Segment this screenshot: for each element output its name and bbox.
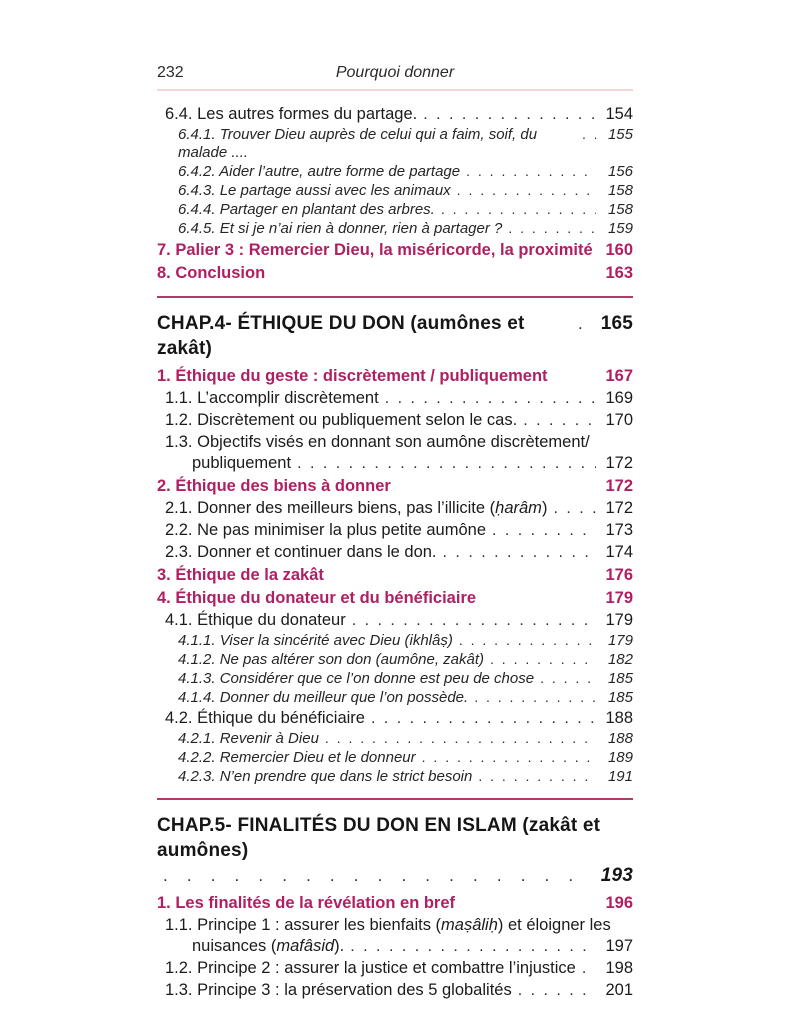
toc-entry-page: 198 xyxy=(605,959,633,977)
toc-entry-page: 158 xyxy=(607,182,633,199)
toc-entry xyxy=(157,669,633,688)
toc-entry-label: 2. Éthique des biens à donner xyxy=(157,477,391,495)
section-divider xyxy=(157,296,633,298)
toc-entry-line xyxy=(178,181,633,200)
toc-entry-line xyxy=(165,915,633,936)
dot-leader xyxy=(478,767,596,785)
toc-label-text: ). xyxy=(334,937,345,955)
toc-entry-line xyxy=(157,588,633,609)
section-divider xyxy=(157,798,633,800)
toc-label-italic-term: ḥarâm xyxy=(495,499,542,517)
toc-entry-label: 2.2. Ne pas minimiser la plus petite aumône xyxy=(165,521,486,539)
toc-entry-label: 6.4.5. Et si je n’ai rien à donner, rien à partager ? xyxy=(178,220,503,237)
toc-entry-line xyxy=(178,219,633,238)
toc-entry-label: 6.4.1. Trouver Dieu auprès de celui qui a faim, soif, du malade .... xyxy=(178,126,542,161)
toc-entry-label: 2.3. Donner et continuer dans le don. xyxy=(165,543,437,561)
toc-entry-page: 188 xyxy=(607,730,633,747)
toc-entry xyxy=(157,980,633,1001)
toc-entry-page: 170 xyxy=(605,411,633,429)
folio-page-number: 232 xyxy=(157,64,184,81)
toc-entry-label: 4.1. Éthique du donateur xyxy=(165,611,346,629)
dot-leader xyxy=(423,104,596,125)
toc-entry xyxy=(157,240,633,261)
toc-entry-page: 174 xyxy=(605,543,633,561)
toc-entry-label: 4.1.4. Donner du meilleur que l’on possède. xyxy=(178,689,469,706)
toc-label-italic-term: maṣâliḥ xyxy=(441,916,498,934)
toc-entry-line xyxy=(165,958,633,979)
toc-entry xyxy=(157,748,633,767)
toc-entry-page: 176 xyxy=(605,566,633,584)
toc-entry xyxy=(157,767,633,786)
toc-entry-line xyxy=(157,366,633,387)
toc-entry xyxy=(157,893,633,914)
toc-entry-label: 6.4.4. Partager en plantant des arbres. xyxy=(178,201,435,218)
dot-leader xyxy=(325,729,596,747)
toc-entry-label: 1.2. Principe 2 : assurer la justice et combattre l’injustice xyxy=(165,959,576,977)
toc-entry xyxy=(157,104,633,125)
toc-entry xyxy=(157,708,633,729)
toc-entry xyxy=(157,565,633,586)
toc-entry-label: 3. Éthique de la zakât xyxy=(157,566,324,584)
toc-entry-label: 4.1.3. Considérer que ce l’on donne est peu de chose xyxy=(178,670,535,687)
toc-entry-label: 8. Conclusion xyxy=(157,264,266,282)
toc-entry-label: 6.4.2. Aider l’autre, autre forme de partage xyxy=(178,163,461,180)
toc-entry-line xyxy=(178,748,633,767)
toc-entry-page: 155 xyxy=(607,126,633,143)
toc-entry-label: 4.2. Éthique du bénéficiaire xyxy=(165,709,365,727)
toc-entry-line xyxy=(165,104,633,125)
dot-leader xyxy=(582,125,596,143)
dot-leader xyxy=(350,936,596,957)
toc-entry xyxy=(157,650,633,669)
toc-entry-line xyxy=(165,610,633,631)
toc-entry-page: 197 xyxy=(605,937,633,955)
toc-entry-page: 196 xyxy=(605,894,633,912)
toc-entry-page: 163 xyxy=(605,264,633,282)
toc-entry-line xyxy=(178,200,633,219)
toc-entry-page: 159 xyxy=(607,220,633,237)
toc-entry-line-wrap xyxy=(165,936,633,957)
dot-leader xyxy=(582,958,596,979)
toc-entry-page: 185 xyxy=(607,689,633,706)
toc-entry-line xyxy=(157,240,633,261)
toc-entry xyxy=(157,181,633,200)
dot-leader xyxy=(540,669,596,687)
toc-entry-label xyxy=(165,915,611,936)
toc-entry-label: 1. Les finalités de la révélation en bref xyxy=(157,894,456,912)
page-header xyxy=(157,64,633,91)
toc-entry-line xyxy=(157,893,633,914)
toc-entry xyxy=(157,631,633,650)
toc-entry-page: 154 xyxy=(605,105,633,123)
toc-entry-label: 1.1. L’accomplir discrètement xyxy=(165,389,379,407)
dot-leader xyxy=(474,688,596,706)
dot-leader xyxy=(385,388,596,409)
toc-entry xyxy=(157,688,633,707)
toc-entry-line-wrap xyxy=(165,453,633,474)
toc-entry-page: 158 xyxy=(607,201,633,218)
toc-entry-label: 4.1.1. Viser la sincérité avec Dieu (ikhlâṣ) xyxy=(178,632,453,649)
toc-entry-label: CHAP.4- ÉTHIQUE DU DON (aumônes et zakât) xyxy=(157,313,530,359)
toc-entry xyxy=(157,520,633,541)
toc-entry-label: 1.3. Objectifs visés en donnant son aumône discrètement/ xyxy=(165,433,590,451)
dot-leader xyxy=(443,542,596,563)
toc-label-text: 2.1. Donner des meilleurs biens, pas l’illicite ( xyxy=(165,499,496,517)
toc-entry xyxy=(157,610,633,631)
dot-leader xyxy=(352,610,596,631)
toc-entry-label xyxy=(165,498,547,519)
toc-entry-label: 1.3. Principe 3 : la préservation des 5 globalités xyxy=(165,981,512,999)
toc-entry-line xyxy=(165,980,633,1001)
dot-leader xyxy=(371,708,596,729)
toc-entry xyxy=(157,729,633,748)
toc-entry-line xyxy=(157,476,633,497)
toc-entry xyxy=(157,311,633,361)
toc-entry-page: 179 xyxy=(607,632,633,649)
dot-leader xyxy=(466,162,596,180)
toc-entry-page: 173 xyxy=(605,521,633,539)
toc-entry-line-wrap xyxy=(157,863,633,888)
toc-entry xyxy=(157,813,633,888)
toc-entry xyxy=(157,915,633,957)
toc-entry-page: 169 xyxy=(605,389,633,407)
toc-entry-page: 185 xyxy=(607,670,633,687)
toc-entry xyxy=(157,162,633,181)
toc-label-text: 1.1. Principe 1 : assurer les bienfaits ( xyxy=(165,916,442,934)
toc-entry-page: 182 xyxy=(607,651,633,668)
toc-entry-label: CHAP.5- FINALITÉS DU DON EN ISLAM (zakât et aumônes) xyxy=(157,815,606,861)
toc-entry-page: 172 xyxy=(605,454,633,472)
dot-leader xyxy=(490,650,596,668)
toc-entry-line xyxy=(178,669,633,688)
toc-entry-line xyxy=(178,631,633,650)
toc-entry-label: 4.2.3. N’en prendre que dans le strict besoin xyxy=(178,768,473,785)
toc-entry xyxy=(157,410,633,431)
toc-entry-line xyxy=(165,708,633,729)
toc-entry-label: 4.2.1. Revenir à Dieu xyxy=(178,730,319,747)
toc-entry-line xyxy=(178,650,633,669)
toc-entry-label: 4. Éthique du donateur et du bénéficiaire xyxy=(157,589,477,607)
toc-entry-page: 179 xyxy=(605,611,633,629)
toc-entry-line xyxy=(165,388,633,409)
toc-entry-page: 167 xyxy=(605,367,633,385)
toc-entry-page: 156 xyxy=(607,163,633,180)
toc-entry xyxy=(157,388,633,409)
toc-entry-page: 193 xyxy=(600,865,633,886)
toc-entry-line xyxy=(178,729,633,748)
toc-entry-page: 191 xyxy=(607,768,633,785)
toc-entry-line xyxy=(178,162,633,181)
toc-entry-line xyxy=(157,813,633,863)
toc-entry-line xyxy=(157,565,633,586)
toc-entry-page: 172 xyxy=(605,477,633,495)
toc-entry xyxy=(157,958,633,979)
dot-leader xyxy=(457,181,596,199)
dot-leader xyxy=(553,498,596,519)
dot-leader xyxy=(459,631,596,649)
dot-leader xyxy=(492,520,596,541)
toc-entry-label: 7. Palier 3 : Remercier Dieu, la miséricorde, la proximité xyxy=(157,241,593,259)
toc-entry xyxy=(157,542,633,563)
toc-entry-line xyxy=(178,767,633,786)
toc-entry-page: 179 xyxy=(605,589,633,607)
toc-entry xyxy=(157,125,633,162)
toc-label-text: ) xyxy=(541,499,548,517)
toc-entry-line xyxy=(165,432,633,453)
dot-leader xyxy=(518,980,596,1001)
toc-entry-label: 1.2. Discrètement ou publiquement selon le cas. xyxy=(165,411,518,429)
toc-entry-label: 4.1.2. Ne pas altérer son don (aumône, zakât) xyxy=(178,651,485,668)
toc-entry-line xyxy=(178,125,633,162)
dot-leader xyxy=(441,200,596,218)
toc-entry-line xyxy=(157,263,633,284)
dot-leader xyxy=(508,219,596,237)
toc-entry-label-continued xyxy=(165,936,344,957)
header-rule xyxy=(157,89,633,91)
toc-entry-label-continued: publiquement xyxy=(192,454,292,472)
dot-leader xyxy=(163,863,592,888)
toc-entry-line xyxy=(165,498,633,519)
toc-label-italic-term: mafâsid xyxy=(276,937,335,955)
toc-entry-line xyxy=(165,410,633,431)
toc-entry-label: 1. Éthique du geste : discrètement / publiquement xyxy=(157,367,548,385)
toc-entry-page: 160 xyxy=(605,241,633,259)
toc-entry xyxy=(157,200,633,219)
toc-entry-page: 165 xyxy=(600,313,633,334)
toc-entry xyxy=(157,366,633,387)
toc-entry-page: 201 xyxy=(605,981,633,999)
toc-label-text: nuisances ( xyxy=(192,937,277,955)
toc-entry xyxy=(157,588,633,609)
dot-leader xyxy=(578,311,592,336)
toc-entry-line xyxy=(157,311,633,361)
toc-entry xyxy=(157,263,633,284)
toc-entry-label: 4.2.2. Remercier Dieu et le donneur xyxy=(178,749,416,766)
toc-entry xyxy=(157,432,633,474)
toc-entry-page: 188 xyxy=(605,709,633,727)
dot-leader xyxy=(297,453,596,474)
toc-entry-page: 172 xyxy=(605,499,633,517)
toc-entry xyxy=(157,476,633,497)
dot-leader xyxy=(422,748,596,766)
toc-entry-line xyxy=(178,688,633,707)
toc-entry-line xyxy=(165,520,633,541)
toc-entry-page: 189 xyxy=(607,749,633,766)
dot-leader xyxy=(523,410,596,431)
toc-entry xyxy=(157,498,633,519)
toc-list xyxy=(157,104,633,1001)
running-title: Pourquoi donner xyxy=(335,64,455,81)
toc-entry-label: 6.4.3. Le partage aussi avec les animaux xyxy=(178,182,451,199)
toc-label-text: ) et éloigner les xyxy=(497,916,611,934)
toc-entry xyxy=(157,219,633,238)
toc-entry-line xyxy=(165,542,633,563)
toc-entry-label: 6.4. Les autres formes du partage. xyxy=(165,105,418,123)
